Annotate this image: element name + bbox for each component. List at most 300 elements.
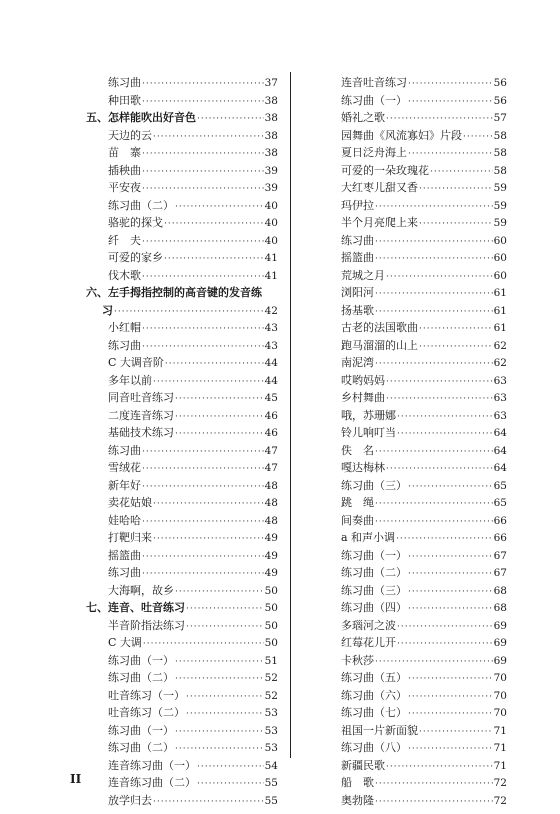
toc-entry-page: 50 <box>264 619 278 632</box>
dot-leader <box>142 444 264 462</box>
dot-leader <box>386 391 493 409</box>
toc-entry-title: 练习曲 <box>108 338 141 352</box>
toc-entry-page: 47 <box>264 462 278 474</box>
toc-entry-title: 吐音练习（一） <box>108 688 185 702</box>
toc-entry-page: 38 <box>264 129 278 142</box>
toc-entry[interactable] <box>86 669 278 687</box>
toc-entry-page: 60 <box>493 234 507 247</box>
toc-entry[interactable] <box>335 127 507 145</box>
toc-entry[interactable] <box>335 459 507 477</box>
toc-entry[interactable] <box>86 92 278 110</box>
toc-entry-page: 48 <box>264 479 278 492</box>
toc-entry-page: 71 <box>493 724 507 737</box>
dot-leader <box>197 759 264 777</box>
toc-entry-page: 37 <box>264 77 278 89</box>
toc-entry-page: 40 <box>264 217 278 229</box>
toc-entry-title: 卡秋莎 <box>341 653 374 667</box>
toc-entry-title: 荒城之月 <box>341 268 385 282</box>
toc-entry-title: 练习曲（二） <box>108 741 174 754</box>
dot-leader <box>142 76 264 94</box>
toc-entry[interactable] <box>335 407 507 425</box>
toc-entry-page: 53 <box>264 724 278 737</box>
toc-entry[interactable] <box>86 214 278 232</box>
toc-entry[interactable] <box>86 389 278 407</box>
toc-entry[interactable] <box>86 739 278 757</box>
toc-entry[interactable] <box>86 547 278 565</box>
toc-entry[interactable] <box>86 634 278 652</box>
toc-entry-title: C 大调音阶 <box>108 356 164 369</box>
toc-entry-title: C 大调 <box>108 636 142 649</box>
toc-entry[interactable] <box>335 267 507 285</box>
toc-entry[interactable] <box>86 792 278 810</box>
toc-entry-title: 奥勃隆 <box>341 793 374 807</box>
dot-leader <box>430 164 493 182</box>
toc-entry-title: 红莓花儿开 <box>341 636 396 649</box>
toc-entry-page: 42 <box>264 304 278 317</box>
toc-entry[interactable] <box>86 267 278 285</box>
toc-entry-title: 练习曲（六） <box>341 688 407 702</box>
toc-entry-title: 练习曲（三） <box>341 583 407 597</box>
toc-entry[interactable] <box>335 424 507 442</box>
dot-leader <box>408 706 493 724</box>
toc-entry[interactable] <box>86 564 278 582</box>
toc-entry[interactable] <box>86 354 278 372</box>
toc-entry-page: 50 <box>264 602 278 614</box>
toc-entry-title: 练习曲（三） <box>341 478 407 492</box>
toc-entry[interactable] <box>335 319 507 337</box>
toc-entry[interactable] <box>335 74 507 92</box>
toc-entry-page: 39 <box>264 164 278 177</box>
toc-entry[interactable] <box>335 109 507 127</box>
toc-entry-page: 70 <box>493 707 507 719</box>
toc-entry-page: 64 <box>493 427 507 439</box>
toc-entry-page: 59 <box>493 199 507 212</box>
toc-entry[interactable] <box>86 722 278 740</box>
toc-entry[interactable] <box>335 442 507 460</box>
toc-entry[interactable] <box>86 407 278 425</box>
toc-entry-title: 跑马溜溜的山上 <box>341 338 418 352</box>
toc-entry-page: 58 <box>493 164 507 177</box>
toc-entry-page: 38 <box>264 112 278 124</box>
toc-entry[interactable] <box>335 512 507 530</box>
toc-entry-title: 练习曲 <box>108 76 141 89</box>
toc-entry-title: a 和声小调 <box>341 531 396 544</box>
dot-leader <box>408 741 493 759</box>
column-divider <box>290 72 291 758</box>
toc-entry[interactable] <box>335 792 507 810</box>
toc-entry-page: 61 <box>493 287 507 299</box>
toc-entry-title: 练习曲（八） <box>341 741 407 754</box>
toc-entry[interactable] <box>86 477 278 495</box>
toc-entry-title: 可爱的一朵玫瑰花 <box>341 163 429 177</box>
toc-entry-title: 连音练习曲（二） <box>108 776 196 789</box>
dot-leader <box>386 759 493 777</box>
dot-leader <box>397 619 493 637</box>
toc-entry-title: 新疆民歌 <box>341 758 385 772</box>
toc-entry[interactable] <box>335 179 507 197</box>
toc-entry[interactable] <box>335 722 507 740</box>
toc-entry-page: 72 <box>493 777 507 789</box>
toc-entry-title: 同音吐音练习 <box>108 391 174 404</box>
dot-leader <box>408 566 493 584</box>
toc-entry[interactable] <box>335 372 507 390</box>
toc-entry-title: 哎哟妈妈 <box>341 373 385 387</box>
toc-entry-title: 练习曲（一） <box>108 723 174 737</box>
toc-entry-page: 55 <box>264 794 278 807</box>
dot-leader <box>153 129 264 147</box>
toc-entry-title: 间奏曲 <box>341 513 374 527</box>
toc-entry[interactable] <box>335 249 507 267</box>
dot-leader <box>153 794 264 812</box>
toc-entry-page: 67 <box>493 567 507 579</box>
toc-entry-title: 放学归去 <box>108 793 152 807</box>
toc-entry-page: 56 <box>493 77 507 89</box>
dot-leader <box>375 356 493 374</box>
dot-leader <box>419 216 493 234</box>
dot-leader <box>408 549 493 567</box>
toc-entry-title: 练习曲（二） <box>108 198 174 212</box>
toc-entry-page: 67 <box>493 549 507 562</box>
toc-entry-title: 七、连音、吐音练习 <box>86 601 185 614</box>
toc-entry-page: 52 <box>264 672 278 684</box>
toc-entry[interactable] <box>86 652 278 670</box>
dot-leader <box>197 776 264 794</box>
toc-entry-page: 40 <box>264 234 278 247</box>
toc-entry-page: 41 <box>264 252 278 264</box>
toc-entry-page: 39 <box>264 182 278 194</box>
toc-entry-title: 可爱的家乡 <box>108 251 163 264</box>
toc-entry[interactable] <box>335 599 507 617</box>
toc-entry-page: 38 <box>264 94 278 107</box>
toc-entry-title: 佚 名 <box>341 443 374 457</box>
dot-leader <box>396 531 493 549</box>
toc-entry[interactable] <box>335 774 507 792</box>
toc-entry[interactable] <box>86 757 278 775</box>
dot-leader <box>408 479 493 497</box>
dot-leader <box>386 374 493 392</box>
toc-entry-title: 练习曲 <box>108 443 141 457</box>
toc-entry[interactable] <box>86 442 278 460</box>
toc-entry[interactable] <box>335 92 507 110</box>
toc-entry-title: 浏阳河 <box>341 286 374 299</box>
toc-entry[interactable] <box>86 337 278 355</box>
toc-entry[interactable] <box>335 354 507 372</box>
dot-leader <box>408 584 493 602</box>
dot-leader <box>375 286 493 304</box>
toc-entry-title: 摇篮曲 <box>341 251 374 264</box>
dot-leader <box>197 111 264 129</box>
toc-entry[interactable] <box>86 687 278 705</box>
toc-entry[interactable] <box>335 669 507 687</box>
dot-leader <box>175 199 264 217</box>
toc-entry[interactable] <box>335 232 507 250</box>
toc-entry-title: 园舞曲《风流寡妇》片段 <box>341 128 462 142</box>
dot-leader <box>408 689 493 707</box>
toc-entry-page: 43 <box>264 339 278 352</box>
toc-entry[interactable] <box>86 494 278 512</box>
toc-entry-title: 古老的法国歌曲 <box>341 321 418 334</box>
toc-entry-page: 52 <box>264 689 278 702</box>
toc-entry-title: 二度连音练习 <box>108 408 174 422</box>
toc-section-entry[interactable] <box>86 599 278 617</box>
toc-entry[interactable] <box>86 249 278 267</box>
dot-leader <box>153 531 264 549</box>
toc-entry-page: 69 <box>493 619 507 632</box>
toc-entry-title: 练习曲（四） <box>341 601 407 614</box>
page-number: II <box>70 772 82 786</box>
toc-entry[interactable] <box>86 162 278 180</box>
toc-entry-page: 48 <box>264 497 278 509</box>
toc-entry-page: 45 <box>264 392 278 404</box>
toc-entry[interactable] <box>86 617 278 635</box>
toc-entry-page: 62 <box>493 357 507 369</box>
toc-entry-page: 41 <box>264 269 278 282</box>
toc-entry[interactable] <box>335 494 507 512</box>
toc-entry-title: 苗 寨 <box>108 146 141 159</box>
toc-entry-title: 骆驼的探戈 <box>108 216 163 229</box>
toc-entry-page: 63 <box>493 392 507 404</box>
toc-entry-page: 54 <box>264 759 278 772</box>
toc-entry-page: 56 <box>493 94 507 107</box>
toc-entry-page: 53 <box>264 707 278 719</box>
toc-entry-page: 63 <box>493 409 507 422</box>
toc-entry[interactable] <box>335 757 507 775</box>
toc-entry-title: 半音阶指法练习 <box>108 618 185 632</box>
toc-entry-title: 玛伊拉 <box>341 198 374 212</box>
toc-entry-title: 打靶归来 <box>108 531 152 544</box>
toc-section-entry[interactable] <box>86 109 278 127</box>
toc-entry-title: 练习曲（一） <box>341 93 407 107</box>
toc-entry-title: 摇篮曲 <box>108 548 141 562</box>
dot-leader <box>142 146 264 164</box>
toc-entry-page: 49 <box>264 549 278 562</box>
toc-entry-page: 71 <box>493 742 507 754</box>
toc-entry-title: 连音吐音练习 <box>341 76 407 89</box>
toc-entry-page: 53 <box>264 742 278 754</box>
dot-leader <box>408 94 493 112</box>
dot-leader <box>142 479 264 497</box>
toc-entry[interactable] <box>335 389 507 407</box>
toc-entry[interactable] <box>335 634 507 652</box>
toc-entry-page: 43 <box>264 322 278 334</box>
toc-entry[interactable] <box>86 74 278 92</box>
toc-entry-title: 五、怎样能吹出好音色 <box>86 111 196 124</box>
toc-entry[interactable] <box>86 529 278 547</box>
dot-leader <box>175 654 264 672</box>
toc-entry-page: 38 <box>264 147 278 159</box>
toc-entry-title: 平安夜 <box>108 181 141 194</box>
toc-entry[interactable] <box>86 232 278 250</box>
toc-entry[interactable] <box>335 144 507 162</box>
toc-entry-title: 南泥湾 <box>341 356 374 369</box>
toc-entry-page: 48 <box>264 514 278 527</box>
dot-leader <box>175 724 264 742</box>
toc-entry-page: 64 <box>493 462 507 474</box>
toc-entry-page: 69 <box>493 637 507 649</box>
toc-entry-title: 船 歌 <box>341 776 374 789</box>
toc-entry-page: 71 <box>493 759 507 772</box>
dot-leader <box>175 671 264 689</box>
toc-entry-page: 59 <box>493 217 507 229</box>
toc-entry-title: 嘎达梅林 <box>341 461 385 474</box>
toc-entry[interactable] <box>335 214 507 232</box>
toc-entry-page: 58 <box>493 147 507 159</box>
toc-entry-page: 60 <box>493 252 507 264</box>
dot-leader <box>165 356 264 374</box>
toc-entry-title: 练习曲 <box>108 566 141 579</box>
toc-entry[interactable] <box>86 459 278 477</box>
dot-leader <box>375 251 493 269</box>
toc-entry-title: 连音练习曲（一） <box>108 758 196 772</box>
dot-leader <box>186 706 264 724</box>
toc-entry[interactable] <box>86 144 278 162</box>
toc-entry-page: 70 <box>493 672 507 684</box>
toc-entry[interactable] <box>335 617 507 635</box>
toc-entry[interactable] <box>335 704 507 722</box>
dot-leader <box>397 409 493 427</box>
toc-entry-page: 44 <box>264 357 278 369</box>
toc-entry-page: 46 <box>264 409 278 422</box>
toc-entry[interactable] <box>335 687 507 705</box>
dot-leader <box>419 321 493 339</box>
dot-leader <box>142 321 264 339</box>
dot-leader <box>419 181 493 199</box>
toc-entry[interactable] <box>86 197 278 215</box>
toc-entry-page: 66 <box>493 532 507 544</box>
toc-entry-page: 51 <box>264 654 278 667</box>
toc-entry-title: 夏日泛舟海上 <box>341 146 407 159</box>
toc-entry[interactable] <box>86 372 278 390</box>
toc-entry-title: 卖花姑娘 <box>108 496 152 509</box>
toc-entry-title: 大红枣儿甜又香 <box>341 181 418 194</box>
toc-entry-title: 婚礼之歌 <box>341 111 385 124</box>
toc-entry-title: 伐木歌 <box>108 268 141 282</box>
dot-leader <box>408 601 493 619</box>
dot-leader <box>375 444 493 462</box>
dot-leader <box>419 724 493 742</box>
toc-entry-page: 40 <box>264 199 278 212</box>
toc-entry-title: 乡村舞曲 <box>341 391 385 404</box>
dot-leader <box>186 689 264 707</box>
dot-leader <box>375 776 493 794</box>
toc-entry-title: 练习曲（一） <box>341 548 407 562</box>
toc-entry-title: 铃儿响叮当 <box>341 426 396 439</box>
toc-entry-title: 新年好 <box>108 478 141 492</box>
dot-leader <box>153 496 264 514</box>
dot-leader <box>375 234 493 252</box>
toc-entry-page: 46 <box>264 427 278 439</box>
toc-entry-title: 跳 绳 <box>341 496 374 509</box>
toc-entry-title: 娃哈哈 <box>108 513 141 527</box>
toc-entry-title: 哦，苏珊娜 <box>341 408 396 422</box>
dot-leader <box>186 601 264 619</box>
toc-entry-title: 吐音练习（二） <box>108 706 185 719</box>
dot-leader <box>419 339 493 357</box>
dot-leader <box>408 671 493 689</box>
toc-entry[interactable] <box>86 582 278 600</box>
toc-section-entry[interactable] <box>86 302 278 320</box>
dot-leader <box>142 164 264 182</box>
dot-leader <box>375 794 493 812</box>
toc-entry[interactable] <box>86 179 278 197</box>
toc-entry[interactable] <box>86 704 278 722</box>
toc-entry-title: 天边的云 <box>108 128 152 142</box>
toc-entry[interactable] <box>335 477 507 495</box>
toc-entry-page: 65 <box>493 497 507 509</box>
toc-entry[interactable] <box>335 529 507 547</box>
toc-entry-page: 58 <box>493 129 507 142</box>
toc-entry-page: 66 <box>493 514 507 527</box>
toc-entry[interactable] <box>335 337 507 355</box>
toc-entry-page: 60 <box>493 269 507 282</box>
toc-entry-page: 55 <box>264 777 278 789</box>
toc-entry[interactable] <box>335 302 507 320</box>
toc-entry-page: 61 <box>493 304 507 317</box>
toc-entry[interactable] <box>335 284 507 302</box>
dot-leader <box>463 129 493 147</box>
toc-section-heading: 六、左手拇指控制的高音键的发音练 <box>86 286 262 299</box>
toc-entry-title: 半个月亮爬上来 <box>341 216 418 229</box>
toc-entry[interactable] <box>86 774 278 792</box>
toc-entry[interactable] <box>335 564 507 582</box>
toc-entry-title: 练习曲（二） <box>108 671 174 684</box>
dot-leader <box>175 426 264 444</box>
dot-leader <box>175 391 264 409</box>
dot-leader <box>186 619 264 637</box>
dot-leader <box>375 496 493 514</box>
toc-entry-title: 基础技术练习 <box>108 426 174 439</box>
toc-entry-page: 59 <box>493 182 507 194</box>
toc-entry-title: 小红帽 <box>108 321 141 334</box>
toc-entry-page: 44 <box>264 374 278 387</box>
toc-entry-page: 68 <box>493 602 507 614</box>
toc-entry[interactable] <box>86 424 278 442</box>
toc-entry[interactable] <box>335 582 507 600</box>
toc-entry[interactable] <box>335 739 507 757</box>
toc-entry-title: 祖国一片新面貌 <box>341 723 418 737</box>
toc-entry-page: 65 <box>493 479 507 492</box>
toc-right-column <box>335 74 507 809</box>
dot-leader <box>397 426 493 444</box>
toc-entry[interactable] <box>335 652 507 670</box>
dot-leader <box>408 76 493 94</box>
dot-leader <box>397 636 493 654</box>
toc-entry[interactable] <box>335 547 507 565</box>
dot-leader <box>164 216 264 234</box>
toc-entry[interactable] <box>335 197 507 215</box>
toc-entry-title: 习 <box>102 303 113 317</box>
toc-entry-page: 64 <box>493 444 507 457</box>
toc-entry-title: 练习曲（五） <box>341 671 407 684</box>
toc-entry-title: 多年以前 <box>108 373 152 387</box>
toc-entry-page: 68 <box>493 584 507 597</box>
toc-entry[interactable] <box>86 319 278 337</box>
dot-leader <box>175 409 264 427</box>
toc-entry-page: 49 <box>264 532 278 544</box>
toc-entry-title: 纤 夫 <box>108 233 141 247</box>
toc-entry[interactable] <box>335 162 507 180</box>
toc-entry-title: 大海啊，故乡 <box>108 583 174 597</box>
toc-entry-page: 47 <box>264 444 278 457</box>
toc-entry[interactable] <box>86 512 278 530</box>
toc-entry-page: 50 <box>264 637 278 649</box>
dot-leader <box>142 461 264 479</box>
toc-entry[interactable] <box>86 127 278 145</box>
toc-entry-page: 70 <box>493 689 507 702</box>
toc-entry-page: 63 <box>493 374 507 387</box>
dot-leader <box>142 514 264 532</box>
toc-entry-title: 插秧曲 <box>108 163 141 177</box>
